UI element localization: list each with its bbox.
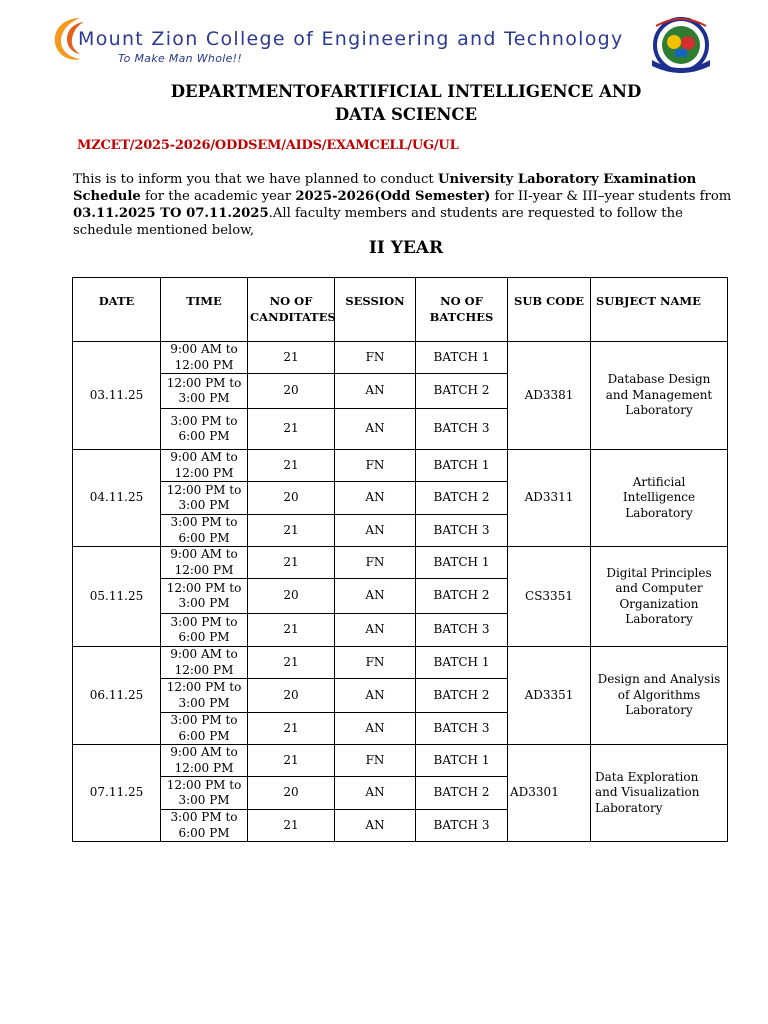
batch-cell: BATCH 3 xyxy=(416,409,508,450)
intro-text-1: This is to inform you that we have planned to conduct xyxy=(73,172,438,187)
time-cell: 9:00 AM to 12:00 PM xyxy=(161,745,248,777)
batch-cell: BATCH 3 xyxy=(416,713,508,745)
session-cell: AN xyxy=(335,482,416,515)
time-cell: 3:00 PM to 6:00 PM xyxy=(161,810,248,842)
intro-text-4: .All faculty members and students are requested to follow the schedule mentioned below, xyxy=(73,206,683,238)
candidates-cell: 20 xyxy=(248,482,335,515)
candidates-cell: 20 xyxy=(248,579,335,614)
batch-cell: BATCH 1 xyxy=(416,745,508,777)
date-cell: 06.11.25 xyxy=(73,647,161,745)
intro-paragraph xyxy=(73,171,733,239)
year-heading: II YEAR xyxy=(368,238,444,258)
table-row xyxy=(73,647,728,679)
subject-name-cell: Design and Analysis of Algorithms Laboratory xyxy=(591,647,728,745)
candidates-cell: 21 xyxy=(248,810,335,842)
intro-bold-year: 2025-2026(Odd Semester) xyxy=(295,189,491,204)
sub-code-cell: CS3351 xyxy=(508,547,591,647)
time-cell: 3:00 PM to 6:00 PM xyxy=(161,614,248,647)
time-cell: 9:00 AM to 12:00 PM xyxy=(161,647,248,679)
college-seal-emblem-icon xyxy=(648,16,714,74)
header-candidates: NO OF CANDITATES xyxy=(248,278,335,342)
date-cell: 05.11.25 xyxy=(73,547,161,647)
candidates-cell: 21 xyxy=(248,515,335,547)
batch-cell: BATCH 2 xyxy=(416,679,508,713)
intro-bold-dates: 03.11.2025 TO 07.11.2025 xyxy=(73,206,269,221)
header-session: SESSION xyxy=(335,278,416,342)
session-cell: FN xyxy=(335,342,416,374)
session-cell: AN xyxy=(335,374,416,409)
sub-code-cell: AD3381 xyxy=(508,342,591,450)
candidates-cell: 21 xyxy=(248,647,335,679)
session-cell: FN xyxy=(335,547,416,579)
session-cell: AN xyxy=(335,614,416,647)
batch-cell: BATCH 2 xyxy=(416,579,508,614)
candidates-cell: 21 xyxy=(248,745,335,777)
session-cell: FN xyxy=(335,450,416,482)
batch-cell: BATCH 1 xyxy=(416,342,508,374)
batch-cell: BATCH 1 xyxy=(416,647,508,679)
intro-text-2: for the academic year xyxy=(140,189,296,204)
session-cell: FN xyxy=(335,647,416,679)
session-cell: AN xyxy=(335,679,416,713)
time-cell: 9:00 AM to 12:00 PM xyxy=(161,547,248,579)
college-tagline: To Make Man Whole!! xyxy=(118,52,243,65)
intro-text-3: for II-year & III–year students from xyxy=(490,189,732,204)
session-cell: AN xyxy=(335,713,416,745)
batch-cell: BATCH 3 xyxy=(416,515,508,547)
time-cell: 12:00 PM to 3:00 PM xyxy=(161,777,248,810)
candidates-cell: 21 xyxy=(248,547,335,579)
subject-name-cell: Data Exploration and Visualization Laboratory xyxy=(591,745,728,842)
session-cell: AN xyxy=(335,409,416,450)
batch-cell: BATCH 2 xyxy=(416,482,508,515)
session-cell: AN xyxy=(335,579,416,614)
subject-name-cell: Digital Principles and Computer Organization Laboratory xyxy=(591,547,728,647)
candidates-cell: 20 xyxy=(248,777,335,810)
candidates-cell: 21 xyxy=(248,409,335,450)
candidates-cell: 21 xyxy=(248,450,335,482)
batch-cell: BATCH 3 xyxy=(416,810,508,842)
table-body xyxy=(73,342,728,842)
candidates-cell: 21 xyxy=(248,614,335,647)
subject-name-cell: Artificial Intelligence Laboratory xyxy=(591,450,728,547)
table-row xyxy=(73,342,728,374)
department-title-line2: DATA SCIENCE xyxy=(334,105,478,124)
batch-cell: BATCH 1 xyxy=(416,547,508,579)
session-cell: AN xyxy=(335,515,416,547)
sub-code-cell: AD3351 xyxy=(508,647,591,745)
sub-code-cell: AD3311 xyxy=(508,450,591,547)
time-cell: 9:00 AM to 12:00 PM xyxy=(161,450,248,482)
department-title-line1: DEPARTMENTOFARTIFICIAL INTELLIGENCE AND xyxy=(170,82,642,101)
session-cell: AN xyxy=(335,810,416,842)
college-name: Mount Zion College of Engineering and Technology xyxy=(78,28,624,50)
header-batches: NO OF BATCHES xyxy=(416,278,508,342)
header-sub-code: SUB CODE xyxy=(508,278,591,342)
batch-cell: BATCH 3 xyxy=(416,614,508,647)
intro-bold-schedule: University Laboratory Examination Schedule xyxy=(73,172,697,204)
date-cell: 04.11.25 xyxy=(73,450,161,547)
table-row xyxy=(73,745,728,777)
time-cell: 12:00 PM to 3:00 PM xyxy=(161,482,248,515)
session-cell: FN xyxy=(335,745,416,777)
reference-number: MZCET/2025-2026/ODDSEM/AIDS/EXAMCELL/UG/UL xyxy=(77,138,459,153)
subject-name-cell: Database Design and Management Laboratory xyxy=(591,342,728,450)
exam-schedule-table xyxy=(72,277,728,842)
table-header-row xyxy=(73,278,728,342)
time-cell: 9:00 AM to 12:00 PM xyxy=(161,342,248,374)
time-cell: 12:00 PM to 3:00 PM xyxy=(161,679,248,713)
time-cell: 12:00 PM to 3:00 PM xyxy=(161,374,248,409)
candidates-cell: 21 xyxy=(248,713,335,745)
session-cell: AN xyxy=(335,777,416,810)
header-date: DATE xyxy=(73,278,161,342)
sub-code-cell: AD3301 xyxy=(508,745,591,842)
batch-cell: BATCH 1 xyxy=(416,450,508,482)
time-cell: 12:00 PM to 3:00 PM xyxy=(161,579,248,614)
header-subject-name: SUBJECT NAME xyxy=(591,278,728,342)
candidates-cell: 21 xyxy=(248,342,335,374)
date-cell: 03.11.25 xyxy=(73,342,161,450)
batch-cell: BATCH 2 xyxy=(416,777,508,810)
header-time: TIME xyxy=(161,278,248,342)
candidates-cell: 20 xyxy=(248,679,335,713)
time-cell: 3:00 PM to 6:00 PM xyxy=(161,409,248,450)
time-cell: 3:00 PM to 6:00 PM xyxy=(161,713,248,745)
table-row xyxy=(73,547,728,579)
time-cell: 3:00 PM to 6:00 PM xyxy=(161,515,248,547)
candidates-cell: 20 xyxy=(248,374,335,409)
table-row xyxy=(73,450,728,482)
department-title xyxy=(0,80,768,126)
letterhead xyxy=(0,0,768,75)
date-cell: 07.11.25 xyxy=(73,745,161,842)
batch-cell: BATCH 2 xyxy=(416,374,508,409)
